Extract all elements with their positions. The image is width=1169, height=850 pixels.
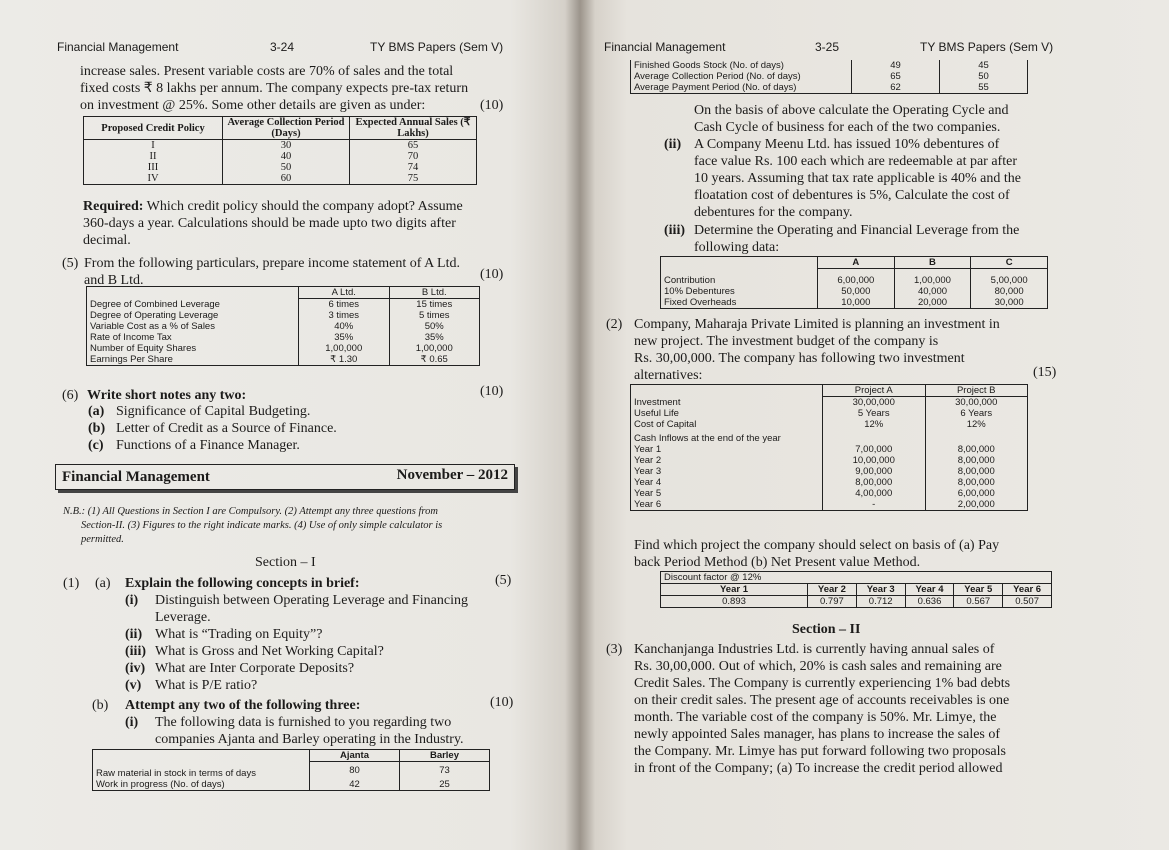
table-header: Project B xyxy=(925,385,1028,397)
q5-line: From the following particulars, prepare income statement of A Ltd. xyxy=(84,256,460,271)
left-page-number: 3-24 xyxy=(270,40,295,54)
table-cell: Degree of Operating Leverage xyxy=(87,310,299,321)
table-cell xyxy=(925,430,1028,444)
table-row xyxy=(84,151,477,162)
table-cell: Contribution xyxy=(661,269,818,287)
q6-item-key: (a) xyxy=(88,404,105,419)
q3-line: on their credit sales. The present age of accounts receivables is one xyxy=(634,693,1010,708)
table-cell: Variable Cost as a % of Sales xyxy=(87,321,299,332)
table-cell: Year 4 xyxy=(905,584,954,596)
table-cell: 20,000 xyxy=(894,297,971,309)
q6-item-text: Functions of a Finance Manager. xyxy=(116,438,300,453)
table-cell: I xyxy=(84,140,223,152)
table-row xyxy=(631,60,1028,71)
table-cell: 6,00,000 xyxy=(925,488,1028,499)
table-row xyxy=(84,140,477,152)
table-row xyxy=(631,408,1028,419)
table-cell: 7,00,000 xyxy=(823,444,926,455)
table-header xyxy=(87,287,299,299)
q1a-item-text: What is “Trading on Equity”? xyxy=(155,627,323,642)
table-header: Project A xyxy=(823,385,926,397)
table-cell: 65 xyxy=(350,140,477,152)
cycle-question xyxy=(694,102,1009,136)
table-cell: II xyxy=(84,151,223,162)
q1a-item-key: (i) xyxy=(125,593,139,608)
table-row xyxy=(87,332,480,343)
table-cell: 40,000 xyxy=(894,286,971,297)
table-cell xyxy=(823,430,926,444)
required-label: Required: xyxy=(83,199,144,214)
table-cell: 50 xyxy=(223,162,350,173)
q5-number: (5) xyxy=(62,256,79,271)
table-cell: 5 Years xyxy=(823,408,926,419)
table-cell: Cost of Capital xyxy=(631,419,823,430)
table-cell: Average Collection Period (No. of days) xyxy=(631,71,852,82)
table-cell: 80,000 xyxy=(971,286,1048,297)
discount-factor-table xyxy=(660,571,1052,608)
table-row xyxy=(631,488,1028,499)
q1a-item-text: What is P/E ratio? xyxy=(155,678,258,693)
table-cell: 30 xyxy=(223,140,350,152)
table-row xyxy=(631,455,1028,466)
table-cell: 35% xyxy=(299,332,390,343)
table-cell: 73 xyxy=(399,762,489,779)
table-header-row xyxy=(661,257,1048,269)
right-header-book: TY BMS Papers (Sem V) xyxy=(920,40,1054,54)
table-cell: Year 2 xyxy=(808,584,857,596)
table-cell: Year 2 xyxy=(631,455,823,466)
table-cell: 0.893 xyxy=(661,596,808,608)
q6-marks: (10) xyxy=(480,384,504,399)
q2-marks: (15) xyxy=(1033,365,1057,380)
table-cell: ₹ 1.30 xyxy=(299,354,390,366)
exam-date: November – 2012 xyxy=(396,467,508,483)
book-gutter-shadow xyxy=(565,0,595,850)
table-header xyxy=(631,385,823,397)
table-cell: Raw material in stock in terms of days xyxy=(93,762,310,779)
table-header: Average Collection Period (Days) xyxy=(223,117,350,140)
table-cell: 30,00,000 xyxy=(823,397,926,409)
q1a-item-text: Distinguish between Operating Leverage and Financing xyxy=(155,593,468,608)
table-header: B Ltd. xyxy=(389,287,480,299)
q3-text xyxy=(634,641,1054,777)
table-cell: Year 4 xyxy=(631,477,823,488)
table-cell: 4,00,000 xyxy=(823,488,926,499)
q1b-title: Attempt any two of the following three: xyxy=(125,698,361,713)
table-cell: 3 times xyxy=(299,310,390,321)
table-cell: 65 xyxy=(852,71,940,82)
table-cell: 0.567 xyxy=(954,596,1003,608)
table-header: Ajanta xyxy=(310,750,400,762)
table-row xyxy=(87,343,480,354)
q1b-marks: (10) xyxy=(490,695,514,710)
q1a-title: Explain the following concepts in brief: xyxy=(125,576,360,591)
q-ii-line: floatation cost of debentures is 5%, Calculate the cost of xyxy=(694,188,1010,203)
q2-line: Rs. 30,00,000. The company has following two investment xyxy=(634,351,965,366)
q-ii-line: debentures for the company. xyxy=(694,205,853,220)
table-row xyxy=(661,269,1048,287)
table-row xyxy=(661,286,1048,297)
table-header-row xyxy=(87,287,480,299)
table-cell: 50 xyxy=(940,71,1028,82)
q1a-item-key: (iii) xyxy=(125,644,146,659)
table-cell: ₹ 0.65 xyxy=(389,354,480,366)
table-cell: Year 3 xyxy=(856,584,905,596)
q3-line: the Company. Mr. Limye has put forward following two proposals xyxy=(634,744,1006,759)
table-cell: 0.636 xyxy=(905,596,954,608)
find-line: Find which project the company should select on basis of (a) Pay xyxy=(634,538,1000,553)
q2-line: new project. The investment budget of the company is xyxy=(634,334,939,349)
section-one-heading: Section – I xyxy=(255,555,316,570)
nb-line: permitted. xyxy=(81,534,124,545)
table-cell: 35% xyxy=(389,332,480,343)
nb-note xyxy=(63,505,442,547)
table-header-row xyxy=(631,385,1028,397)
q1a-item-key: (ii) xyxy=(125,627,143,642)
table-header: Proposed Credit Policy xyxy=(84,117,223,140)
table-cell: 8,00,000 xyxy=(925,477,1028,488)
table-cell: Year 5 xyxy=(631,488,823,499)
table-cell: 0.507 xyxy=(1003,596,1052,608)
q1a-item-key: (iv) xyxy=(125,661,146,676)
table-cell: Useful Life xyxy=(631,408,823,419)
left-header-title: Financial Management xyxy=(57,40,179,54)
table-cell: 8,00,000 xyxy=(925,466,1028,477)
nb-line: N.B.: (1) All Questions in Section I are Compulsory. (2) Attempt any three questions from xyxy=(63,506,438,517)
find-text xyxy=(634,537,999,571)
table-cell: 70 xyxy=(350,151,477,162)
table-cell: IV xyxy=(84,173,223,185)
table-cell: 1,00,000 xyxy=(894,269,971,287)
table-cell: Finished Goods Stock (No. of days) xyxy=(631,60,852,71)
left-header-book: TY BMS Papers (Sem V) xyxy=(370,40,504,54)
table-cell: 55 xyxy=(940,82,1028,94)
table-cell: 10% Debentures xyxy=(661,286,818,297)
intro-line: on investment @ 25%. Some other details are given as under: xyxy=(80,98,426,113)
required-line: decimal. xyxy=(83,233,131,248)
table-cell: 8,00,000 xyxy=(925,444,1028,455)
cycle-line: On the basis of above calculate the Operating Cycle and xyxy=(694,103,1009,118)
q2-line: alternatives: xyxy=(634,368,703,383)
right-page xyxy=(580,0,1169,850)
q1a-item-text: What are Inter Corporate Deposits? xyxy=(155,661,355,676)
q-ii-line: A Company Meenu Ltd. has issued 10% debentures of xyxy=(694,137,1000,152)
table-cell: 74 xyxy=(350,162,477,173)
table-row xyxy=(631,477,1028,488)
table-cell: Year 6 xyxy=(1003,584,1052,596)
table-row xyxy=(93,779,490,791)
table-cell: 75 xyxy=(350,173,477,185)
required-line: Which credit policy should the company adopt? Assume xyxy=(146,199,463,214)
q5-line: and B Ltd. xyxy=(84,273,144,288)
required-text xyxy=(83,198,463,249)
table-cell: 60 xyxy=(223,173,350,185)
q6-title: Write short notes any two: xyxy=(87,388,247,403)
table-cell: 40 xyxy=(223,151,350,162)
table-cell: 10,000 xyxy=(818,297,895,309)
q-iii-line: Determine the Operating and Financial Leverage from the xyxy=(694,223,1020,238)
exam-subject: Financial Management xyxy=(62,469,210,485)
q3-line: Credit Sales. The Company is currently experiencing 1% bad debts xyxy=(634,676,1011,691)
table-cell: 6 Years xyxy=(925,408,1028,419)
q3-line: Rs. 30,00,000. Out of which, 20% is cash sales and remaining are xyxy=(634,659,1002,674)
table-header-row xyxy=(84,117,477,140)
table-cell: 40% xyxy=(299,321,390,332)
q1b-i-line: companies Ajanta and Barley operating in the Industry. xyxy=(155,732,464,747)
q3-line: Kanchanjanga Industries Ltd. is currently having annual sales of xyxy=(634,642,995,657)
q1a-item-text: Leverage. xyxy=(155,610,211,625)
table-cell: 5,00,000 xyxy=(971,269,1048,287)
exam-section-box xyxy=(55,464,515,490)
table-cell: Work in progress (No. of days) xyxy=(93,779,310,791)
right-page-number: 3-25 xyxy=(815,40,840,54)
table-row xyxy=(87,321,480,332)
ajanta-barley-table xyxy=(92,749,490,791)
q-ii-key: (ii) xyxy=(664,137,682,152)
q6-item-key: (c) xyxy=(88,438,104,453)
table-cell: Earnings Per Share xyxy=(87,354,299,366)
q1a-items xyxy=(125,592,468,694)
table-row xyxy=(661,596,1052,608)
q-ii-line: 10 years. Assuming that tax rate applicable is 40% and the xyxy=(694,171,1021,186)
table-row xyxy=(87,354,480,366)
q5-marks: (10) xyxy=(480,267,504,282)
table-cell: 10,00,000 xyxy=(823,455,926,466)
q1a-item-key: (v) xyxy=(125,678,142,693)
q1a-marks: (5) xyxy=(495,573,512,588)
q1-number: (1) xyxy=(63,576,80,591)
table-cell: 30,00,000 xyxy=(925,397,1028,409)
table-cell: 42 xyxy=(310,779,400,791)
table-cell: 6 times xyxy=(299,299,390,311)
table-row xyxy=(84,173,477,185)
table-cell: 6,00,000 xyxy=(818,269,895,287)
q3-line: newly appointed Sales manager, has plans to increase the sales of xyxy=(634,727,1001,742)
table-cell: 8,00,000 xyxy=(823,477,926,488)
table-cell: 62 xyxy=(852,82,940,94)
table-header: A Ltd. xyxy=(299,287,390,299)
q-iii-text xyxy=(694,222,1019,256)
cycle-line: Cash Cycle of business for each of the two companies. xyxy=(694,120,1001,135)
table-cell: - xyxy=(823,499,926,511)
q-ii-line: face value Rs. 100 each which are redeemable at par after xyxy=(694,154,1017,169)
table-row xyxy=(631,419,1028,430)
table-header: B xyxy=(894,257,971,269)
right-header-title: Financial Management xyxy=(604,40,726,54)
intro-marks: (10) xyxy=(480,98,504,113)
table-header xyxy=(93,750,310,762)
table-cell: 50% xyxy=(389,321,480,332)
q1b-i-text xyxy=(155,714,464,748)
q3-line: in front of the Company; (a) To increase the credit period allowed xyxy=(634,761,1003,776)
table-cell: Rate of Income Tax xyxy=(87,332,299,343)
section-two-heading: Section – II xyxy=(792,622,861,637)
q2-number: (2) xyxy=(606,317,623,332)
q-iii-key: (iii) xyxy=(664,223,685,238)
table-cell: 12% xyxy=(925,419,1028,430)
table-cell: 30,000 xyxy=(971,297,1048,309)
table-cell: 49 xyxy=(852,60,940,71)
table-cell: 80 xyxy=(310,762,400,779)
q3-number: (3) xyxy=(606,642,623,657)
table-row xyxy=(661,297,1048,309)
table-header: Expected Annual Sales (₹ Lakhs) xyxy=(350,117,477,140)
q-iii-line: following data: xyxy=(694,240,780,255)
q2-text xyxy=(634,316,1057,384)
table-header: A xyxy=(818,257,895,269)
q6-item-key: (b) xyxy=(88,421,106,436)
q1b-i-key: (i) xyxy=(125,715,139,730)
table-cell: Year 6 xyxy=(631,499,823,511)
table-cell: Year 1 xyxy=(631,444,823,455)
leverage-table xyxy=(86,286,480,366)
table-cell: 25 xyxy=(399,779,489,791)
table-cell: 0.797 xyxy=(808,596,857,608)
table-cell: 12% xyxy=(823,419,926,430)
table-cell: III xyxy=(84,162,223,173)
table-cell: 2,00,000 xyxy=(925,499,1028,511)
left-page xyxy=(0,0,580,850)
q-ii-text xyxy=(694,136,1021,221)
table-cell: 15 times xyxy=(389,299,480,311)
table-cell: 8,00,000 xyxy=(925,455,1028,466)
q1a-part: (a) xyxy=(95,576,111,591)
table-cell: Average Payment Period (No. of days) xyxy=(631,82,852,94)
table-cell: 1,00,000 xyxy=(389,343,480,354)
table-cell: 9,00,000 xyxy=(823,466,926,477)
credit-policy-table xyxy=(83,116,477,185)
table-row xyxy=(631,397,1028,409)
discount-title: Discount factor @ 12% xyxy=(661,572,1052,584)
nb-line: Section-II. (3) Figures to the right indicate marks. (4) Use of only simple calculator is xyxy=(81,520,443,531)
table-cell: 5 times xyxy=(389,310,480,321)
table-cell: Year 3 xyxy=(631,466,823,477)
q3-line: month. The variable cost of the company is 50%. Mr. Limye, the xyxy=(634,710,997,725)
table-cell: Cash Inflows at the end of the year xyxy=(631,430,823,444)
table-row xyxy=(661,584,1052,596)
table-row xyxy=(631,466,1028,477)
intro-text xyxy=(80,63,468,114)
find-line: back Period Method (b) Net Present value Method. xyxy=(634,555,921,570)
table-row xyxy=(84,162,477,173)
table-cell: 50,000 xyxy=(818,286,895,297)
q6-number: (6) xyxy=(62,388,79,403)
table-row xyxy=(631,499,1028,511)
q6-item-text: Letter of Credit as a Source of Finance. xyxy=(116,421,337,436)
q6-items xyxy=(88,403,337,454)
table-row xyxy=(87,299,480,311)
table-cell: Investment xyxy=(631,397,823,409)
table-cell: Degree of Combined Leverage xyxy=(87,299,299,311)
table-cell: 1,00,000 xyxy=(299,343,390,354)
table-header-row xyxy=(661,572,1052,584)
table-cell: Fixed Overheads xyxy=(661,297,818,309)
table-row xyxy=(631,430,1028,444)
table-cell: 0.712 xyxy=(856,596,905,608)
table-cell: Year 5 xyxy=(954,584,1003,596)
intro-line: fixed costs ₹ 8 lakhs per annum. The company expects pre-tax return xyxy=(80,81,469,96)
q6-item-text: Significance of Capital Budgeting. xyxy=(116,404,311,419)
table-header: Barley xyxy=(399,750,489,762)
table-cell: Year 1 xyxy=(661,584,808,596)
table-row xyxy=(631,82,1028,94)
table-header xyxy=(661,257,818,269)
operating-cycle-table xyxy=(630,60,1028,94)
table-row xyxy=(631,444,1028,455)
table-row xyxy=(93,762,490,779)
q1b-part: (b) xyxy=(92,698,109,713)
q1a-item-text: What is Gross and Net Working Capital? xyxy=(155,644,384,659)
table-cell: 45 xyxy=(940,60,1028,71)
table-row xyxy=(631,71,1028,82)
leverage-abc-table xyxy=(660,256,1048,309)
q5-text xyxy=(84,255,460,289)
q2-line: Company, Maharaja Private Limited is planning an investment in xyxy=(634,317,1000,332)
project-table xyxy=(630,384,1028,511)
table-header-row xyxy=(93,750,490,762)
required-line: 360-days a year. Calculations should be made upto two digits after xyxy=(83,216,456,231)
table-header: C xyxy=(971,257,1048,269)
table-row xyxy=(87,310,480,321)
q1b-i-line: The following data is furnished to you regarding two xyxy=(155,715,452,730)
table-cell: Number of Equity Shares xyxy=(87,343,299,354)
intro-line: increase sales. Present variable costs are 70% of sales and the total xyxy=(80,64,454,79)
